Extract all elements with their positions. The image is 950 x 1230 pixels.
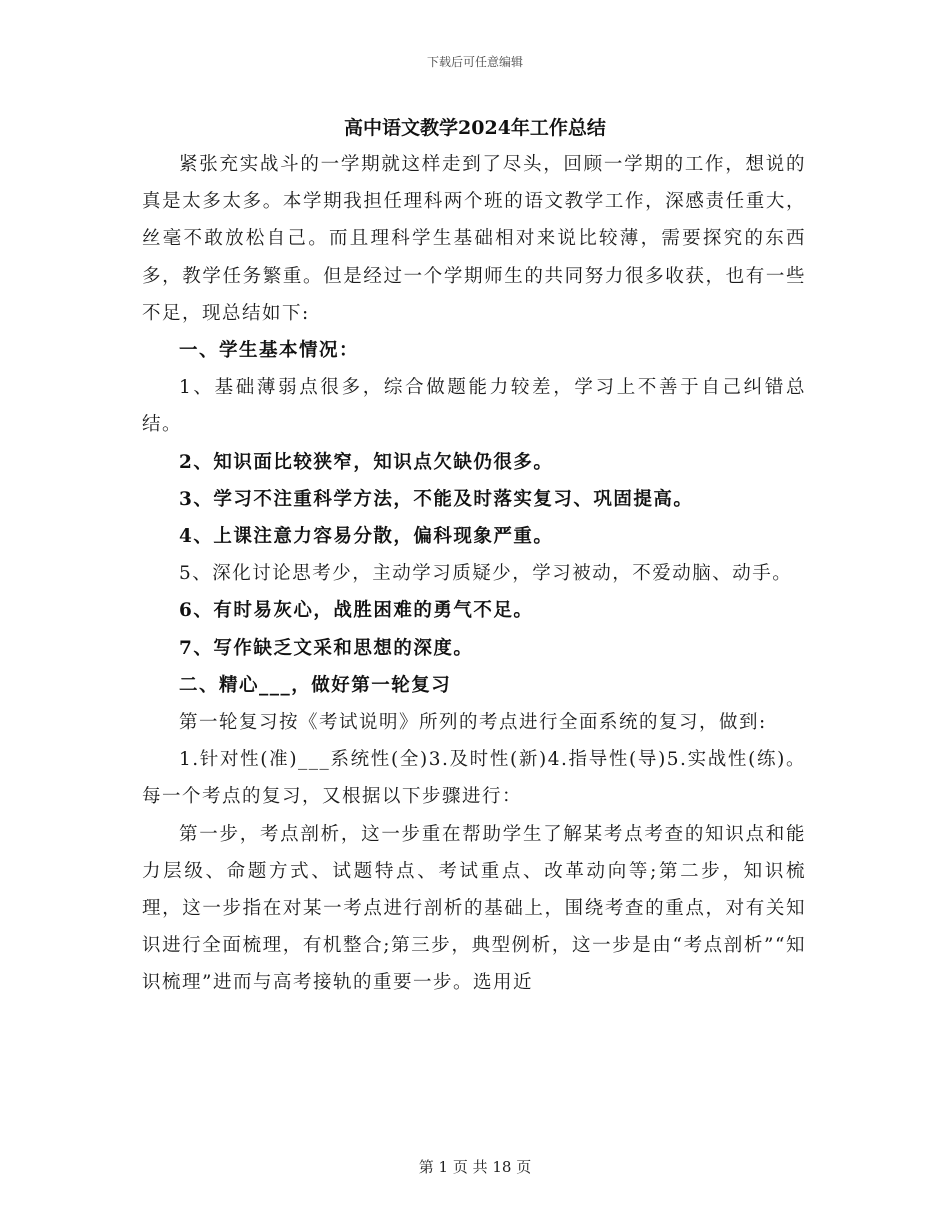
section-heading-first-review: 二、精心___，做好第一轮复习 [179,674,452,696]
list-item-7: 7、写作缺乏文采和思想的深度。 [179,637,474,659]
list-item-1: 1、基础薄弱点很多，综合做题能力较差，学习上不善于自己纠错总结。 [142,377,806,436]
review-steps-paragraph: 第一步，考点剖析，这一步重在帮助学生了解某考点考查的知识点和能力层级、命题方式、试题特点、考试重点、改革动向等;第二步，知识梳理，这一步指在对某一考点进行剖析的基础上，围绕考查的重点，对有关知识进行全面梳理，有机整合;第三步，典型例析，这一步是由“考点剖析”“知识梳理”进而与高考接轨的重要一步。选用近 [142,823,806,994]
review-principles-paragraph: 1.针对性(准)___系统性(全)3.及时性(新)4.指导性(导)5.实战性(练)。每一个考点的复习，又根据以下步骤进行： [142,749,806,808]
list-item-5: 5、深化讨论思考少，主动学习质疑少，学习被动，不爱动脑、动手。 [179,563,793,585]
list-item-6: 6、有时易灰心，战胜困难的勇气不足。 [179,600,534,622]
list-item-4: 4、上课注意力容易分散，偏科现象严重。 [179,526,554,548]
review-intro-paragraph: 第一轮复习按《考试说明》所列的考点进行全面系统的复习，做到: [179,712,767,734]
list-item-3: 3、学习不注重科学方法，不能及时落实复习、巩固提高。 [179,488,694,510]
document-title: 高中语文教学2024年工作总结 [344,117,606,139]
section-heading-student-situation: 一、学生基本情况： [179,340,360,362]
list-item-2: 2、知识面比较狭窄，知识点欠缺仍很多。 [179,451,554,473]
page-header-note: 下载后可任意编辑 [426,55,523,69]
intro-paragraph: 紧张充实战斗的一学期就这样走到了尽头，回顾一学期的工作，想说的真是太多太多。本学期我担任理科两个班的语文教学工作，深感责任重大，丝毫不敢放松自己。而且理科学生基础相对来说比较薄，需要探究的东西多，教学任务繁重。但是经过一个学期师生的共同努力很多收获，也有一些不足，现总结如下: [142,154,806,324]
document-body [142,146,806,1002]
page-number-footer: 第 1 页 共 18 页 [418,1158,532,1176]
